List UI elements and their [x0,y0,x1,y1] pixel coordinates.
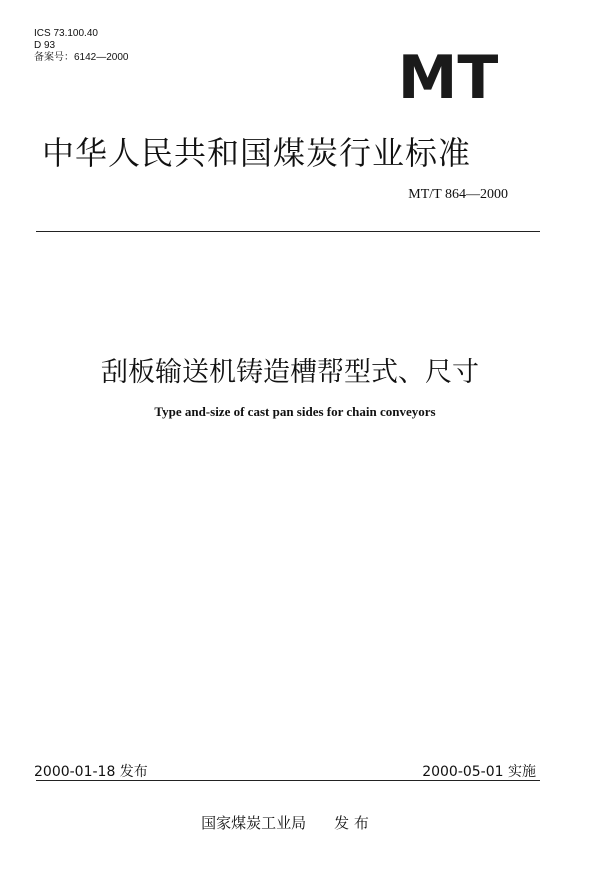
publisher-name: 国家煤炭工业局 [201,814,307,832]
document-title: 刮板输送机铸造槽帮型式、尺寸 [101,357,479,388]
filing-number: 备案号：6142—2000 [34,52,129,63]
publisher-line [0,812,570,833]
issue-date: 2000-01-18 发布 [34,764,148,780]
mt-logo [398,47,498,103]
document-title-english: Type and-size of cast pan sides for chain conveyors [154,404,436,419]
implementation-date: 2000-05-01 实施 [422,764,536,780]
issuing-body-title: 中华人民共和国煤炭行业标准 [42,134,472,172]
publisher-action: 发 布 [334,814,369,832]
mt-logo-text: MT [398,47,498,103]
standard-number: MT/T 864—2000 [408,187,508,202]
category-code: D 93 [34,40,56,51]
classification-block [34,28,129,64]
footer-divider [36,780,540,781]
header-divider [36,231,540,232]
ics-code: ICS 73.100.40 [34,28,98,39]
